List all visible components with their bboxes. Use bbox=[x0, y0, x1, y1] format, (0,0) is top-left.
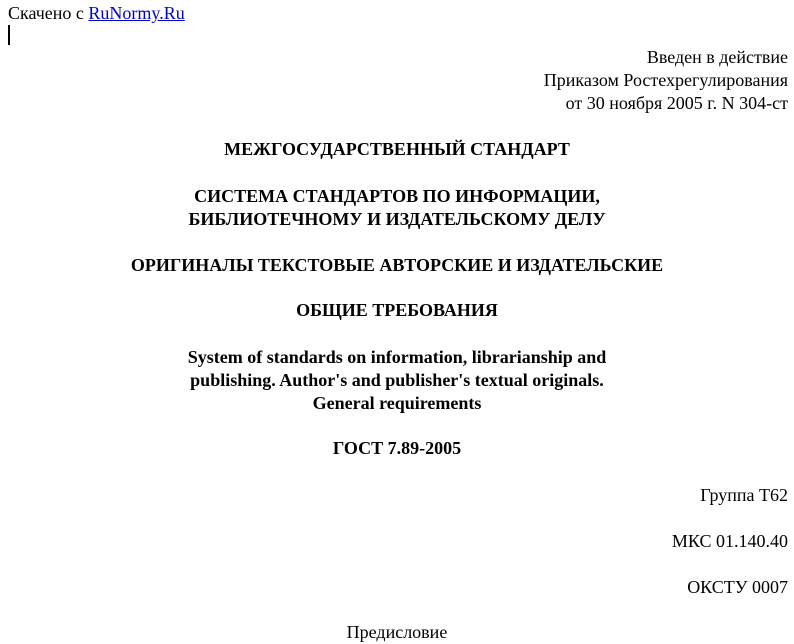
english-title-line-3: General requirements bbox=[312, 393, 482, 413]
gost-number: ГОСТ 7.89-2005 bbox=[332, 438, 462, 458]
system-title-line-2: БИБЛИОТЕЧНОМУ И ИЗДАТЕЛЬСКОМУ ДЕЛУ bbox=[188, 209, 606, 229]
foreword-heading: Предисловие bbox=[346, 622, 448, 642]
system-title-line-1: СИСТЕМА СТАНДАРТОВ ПО ИНФОРМАЦИИ, bbox=[194, 186, 600, 206]
text-cursor bbox=[8, 25, 10, 45]
enactment-block bbox=[544, 46, 788, 115]
enactment-line-3: от 30 ноября 2005 г. N 304-ст bbox=[565, 93, 788, 113]
okstu-code: ОКСТУ 0007 bbox=[687, 577, 788, 597]
english-title-line-2: publishing. Author's and publisher's textual originals. bbox=[190, 370, 604, 390]
general-requirements-title: ОБЩИЕ ТРЕБОВАНИЯ bbox=[296, 300, 498, 320]
runormy-link[interactable]: RuNormy.Ru bbox=[88, 3, 185, 23]
enactment-line-1: Введен в действие bbox=[646, 47, 788, 67]
interstate-standard-heading: МЕЖГОСУДАРСТВЕННЫЙ СТАНДАРТ bbox=[224, 139, 570, 159]
originals-title: ОРИГИНАЛЫ ТЕКСТОВЫЕ АВТОРСКИЕ И ИЗДАТЕЛЬСКИЕ bbox=[130, 255, 664, 275]
system-title bbox=[0, 185, 794, 231]
enactment-line-2: Приказом Ростехрегулирования bbox=[543, 70, 788, 90]
english-title bbox=[0, 346, 794, 415]
group-code: Группа Т62 bbox=[700, 485, 788, 505]
english-title-line-1: System of standards on information, librarianship and bbox=[187, 347, 607, 367]
source-line bbox=[8, 2, 185, 25]
downloaded-prefix: Скачено с bbox=[8, 3, 84, 23]
mks-code: МКС 01.140.40 bbox=[671, 531, 788, 551]
